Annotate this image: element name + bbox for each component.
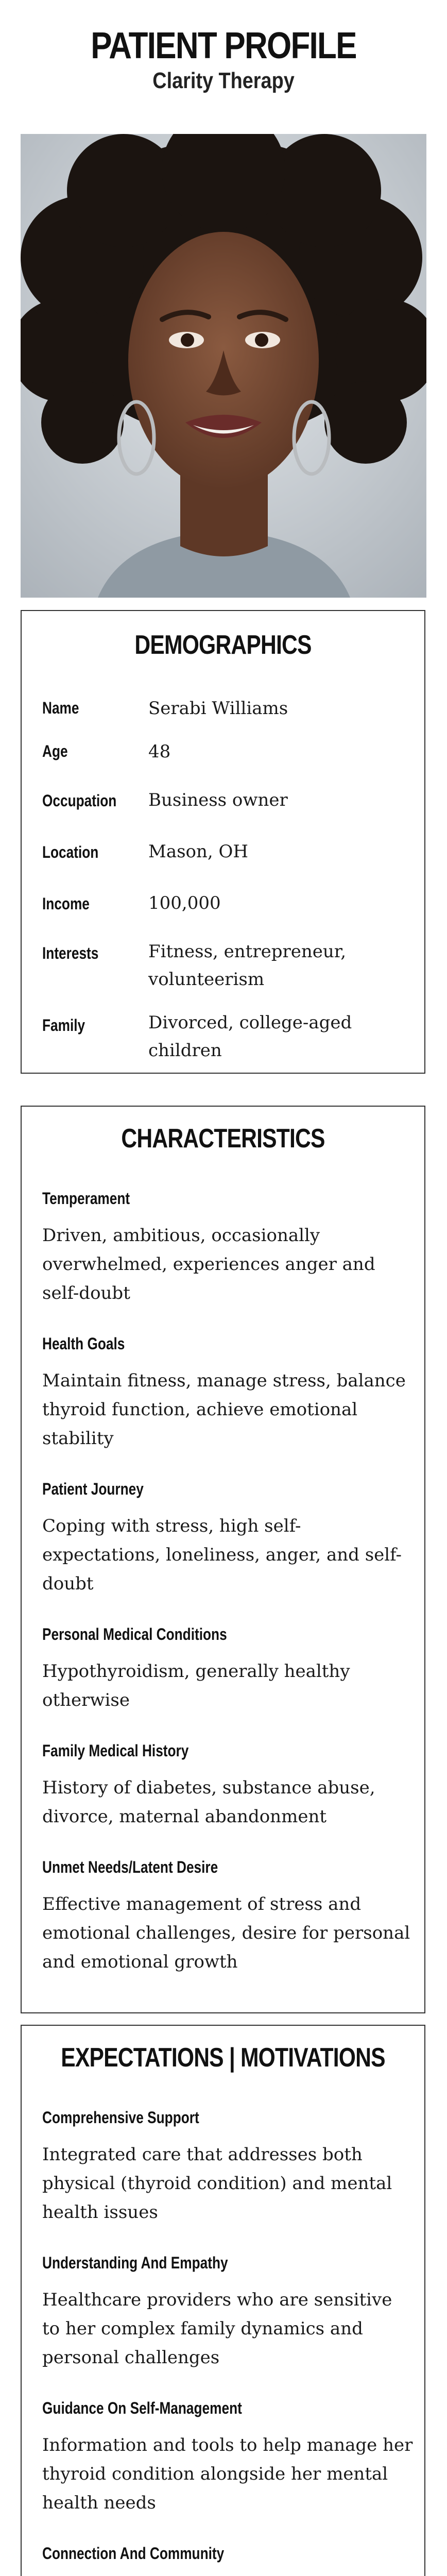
demo-value-family: Divorced, college-aged children xyxy=(148,1012,352,1061)
demo-value-income: 100,000 xyxy=(148,893,221,913)
char-text-temperament: Driven, ambitious, occasionally overwhelmed, experiences anger and self-doubt xyxy=(42,1225,375,1303)
char-label-patient-journey: Patient Journey xyxy=(42,1480,144,1498)
char-label-health-goals: Health Goals xyxy=(42,1334,125,1353)
char-text-family-history: History of diabetes, substance abuse, divorce, maternal abandonment xyxy=(42,1777,375,1827)
char-text-health-goals: Maintain fitness, manage stress, balance thyroid function, achieve emotional stability xyxy=(42,1370,406,1449)
exp-text-self-management: Information and tools to help manage her thyroid condition alongside her mental health needs xyxy=(42,2435,413,2513)
demo-label-family: Family xyxy=(42,1016,85,1035)
demo-value-age: 48 xyxy=(148,741,171,762)
demo-label-occupation: Occupation xyxy=(42,791,117,810)
demo-value-location: Mason, OH xyxy=(148,841,249,862)
char-label-temperament: Temperament xyxy=(42,1189,130,1208)
exp-label-self-management: Guidance On Self-Management xyxy=(42,2399,242,2417)
portrait-illustration xyxy=(21,134,426,598)
page-title: PATIENT PROFILE xyxy=(91,25,356,66)
exp-label-connection-community: Connection And Community xyxy=(42,2544,225,2563)
characteristics-card xyxy=(21,1106,425,2013)
char-text-patient-journey: Coping with stress, high self-expectations, loneliness, anger, and self-doubt xyxy=(42,1516,402,1594)
char-label-medical-conditions: Personal Medical Conditions xyxy=(42,1625,227,1643)
demographics-title: DEMOGRAPHICS xyxy=(134,630,312,660)
exp-label-comprehensive-support: Comprehensive Support xyxy=(42,2108,199,2127)
exp-text-understanding-empathy: Healthcare providers who are sensitive to her complex family dynamics and personal challenges xyxy=(42,2290,392,2368)
characteristics-title: CHARACTERISTICS xyxy=(121,1124,325,1154)
demo-value-occupation: Business owner xyxy=(148,790,288,810)
char-text-medical-conditions: Hypothyroidism, generally healthy otherwise xyxy=(42,1661,350,1710)
demo-label-name: Name xyxy=(42,699,79,717)
expectations-title: EXPECTATIONS | MOTIVATIONS xyxy=(61,2043,385,2073)
exp-label-understanding-empathy: Understanding And Empathy xyxy=(42,2253,228,2272)
page-subtitle: Clarity Therapy xyxy=(152,68,295,93)
demo-label-age: Age xyxy=(42,742,68,760)
demographics-card xyxy=(21,610,425,1074)
char-text-unmet-needs: Effective management of stress and emotional challenges, desire for personal and emotional growth xyxy=(42,1894,410,1972)
exp-text-comprehensive-support: Integrated care that addresses both physical (thyroid condition) and mental health issues xyxy=(42,2144,392,2223)
demo-value-name: Serabi Williams xyxy=(148,698,288,719)
char-label-unmet-needs: Unmet Needs/Latent Desire xyxy=(42,1858,218,1876)
portrait-photo xyxy=(21,134,426,598)
expectations-card xyxy=(21,2025,425,2576)
char-label-family-history: Family Medical History xyxy=(42,1741,189,1760)
demo-value-interests: Fitness, entrepreneur, volunteerism xyxy=(148,941,347,990)
demo-label-location: Location xyxy=(42,843,99,861)
demo-label-interests: Interests xyxy=(42,944,99,962)
demo-label-income: Income xyxy=(42,894,90,913)
